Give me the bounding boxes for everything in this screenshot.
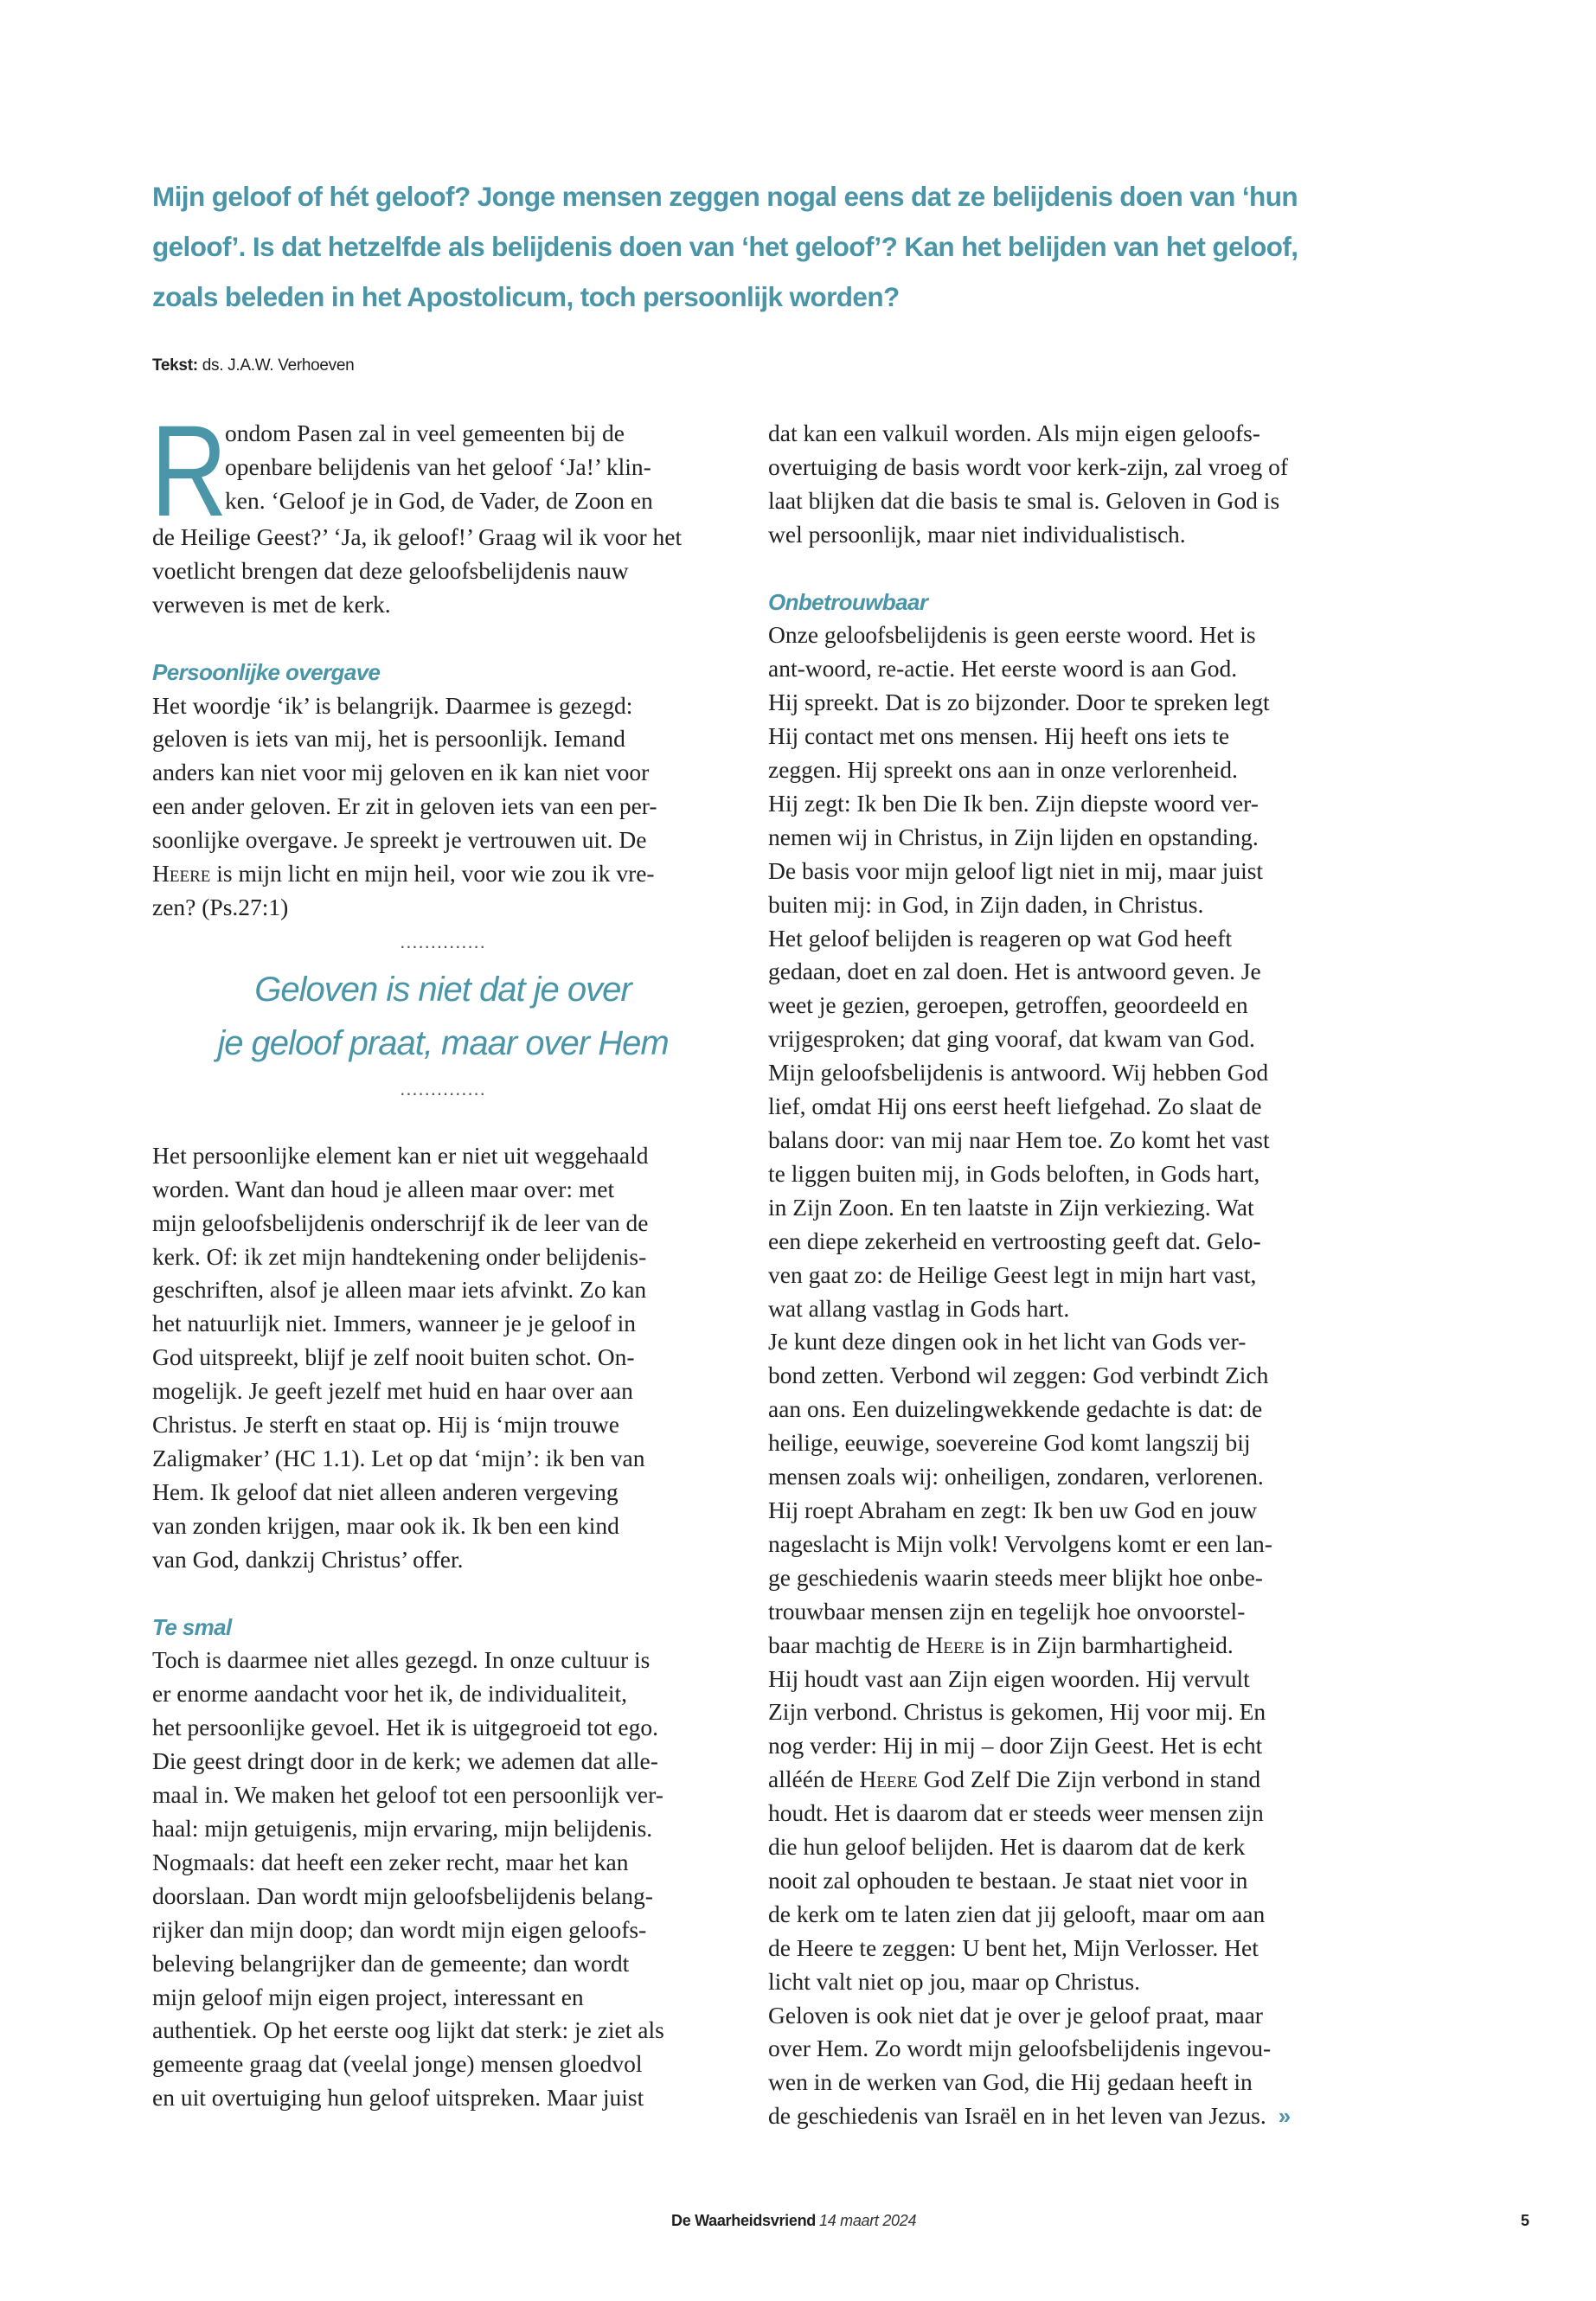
text-line: Zaligmaker’ (HC 1.1). Let op dat ‘mijn’: ik ben van xyxy=(152,1445,645,1472)
text-line: het natuurlijk niet. Immers, wanneer je je geloof in xyxy=(152,1310,636,1337)
text-line: ken. ‘Geloof je in God, de Vader, de Zoon en xyxy=(225,486,653,514)
text-line: Het persoonlijke element kan er niet uit weggehaald xyxy=(152,1141,649,1169)
heere-smallcaps: Heere xyxy=(859,1766,918,1793)
text-line: dat kan een valkuil worden. Als mijn eigen geloofs- xyxy=(768,420,1260,446)
text-line: trouwbaar mensen zijn en tegelijk hoe onvoorstel- xyxy=(768,1597,1246,1625)
text-fragment: de geschiedenis van Israël en in het leven van Jezus. xyxy=(768,2102,1266,2130)
byline-label: Tekst: xyxy=(152,356,198,375)
lead-line: Mijn geloof of hét geloof? Jonge mensen zeggen nogal eens dat ze belijdenis doen van ‘hun xyxy=(152,181,1298,212)
section-heading-te-smal: Te smal xyxy=(152,1613,232,1640)
text-line: te liggen buiten mij, in Gods beloften, in Gods hart, xyxy=(768,1159,1260,1187)
text-line: die hun geloof belijden. Het is daarom dat de kerk xyxy=(768,1833,1246,1861)
text-line: Onze geloofsbelijdenis is geen eerste woord. Het is xyxy=(768,621,1256,649)
text-line: nog verder: Hij in mij – door Zijn Geest. Het is echt xyxy=(768,1732,1263,1759)
text-line xyxy=(768,1763,1349,1797)
section-paragraph xyxy=(768,619,1349,2133)
text-line: van God, dankzij Christus’ offer. xyxy=(152,1545,464,1573)
text-line: het persoonlijke gevoel. Het ik is uitgegroeid tot ego. xyxy=(152,1714,659,1741)
text-line: voetlicht brengen dat deze geloofsbelijdenis nauw xyxy=(152,556,629,584)
text-line: rijker dan mijn doop; dan wordt mijn eigen geloofs- xyxy=(152,1915,647,1943)
text-line: Toch is daarmee niet alles gezegd. In onze cultuur is xyxy=(152,1646,651,1674)
pull-quote-line: Geloven is niet dat je over xyxy=(254,970,631,1009)
left-column xyxy=(151,398,734,2115)
heere-smallcaps: Heere xyxy=(152,860,211,888)
text-fragment: alléén de xyxy=(768,1766,860,1793)
text-line: nageslacht is Mijn volk! Vervolgens komt er een lan- xyxy=(768,1529,1272,1557)
text-fragment: God Zelf Die Zijn verbond in stand xyxy=(917,1766,1261,1793)
text-line: authentiek. Op het eerste oog lijkt dat sterk: je ziet als xyxy=(152,2016,664,2044)
text-line: Het woordje ‘ik’ is belangrijk. Daarmee is gezegd: xyxy=(152,691,633,719)
section-heading-onbetrouwbaar: Onbetrouwbaar xyxy=(768,588,928,615)
text-line: licht valt niet op jou, maar op Christus. xyxy=(768,1967,1141,1995)
byline-author: ds. J.A.W. Verhoeven xyxy=(202,356,355,375)
text-line: geloven is iets van mij, het is persoonlijk. Iemand xyxy=(152,725,625,753)
text-line: kerk. Of: ik zet mijn handtekening onder belijdenis- xyxy=(152,1242,647,1270)
text-line: verweven is met de kerk. xyxy=(152,590,391,618)
section-paragraph xyxy=(152,689,734,925)
continuation-paragraph xyxy=(768,417,1349,552)
magazine-name: De Waarheidsvriend xyxy=(671,2212,816,2229)
byline xyxy=(152,356,354,375)
text-line: heilige, eeuwige, soevereine God komt langszij bij xyxy=(768,1429,1251,1457)
text-line: aan ons. Een duizelingwekkende gedachte is dat: de xyxy=(768,1395,1263,1423)
text-line: Zijn verbond. Christus is gekomen, Hij voor mij. En xyxy=(768,1698,1266,1726)
text-line: wen in de werken van God, die Hij gedaan heeft in xyxy=(768,2068,1253,2096)
text-line xyxy=(768,1629,1349,1663)
text-line: doorslaan. Dan wordt mijn geloofsbelijdenis belang- xyxy=(152,1881,653,1909)
text-line: Hij contact met ons mensen. Hij heeft ons iets te xyxy=(768,722,1230,750)
text-line: haal: mijn getuigenis, mijn ervaring, mijn belijdenis. xyxy=(152,1814,653,1842)
text-line: er enorme aandacht voor het ik, de individualiteit, xyxy=(152,1680,628,1708)
text-line: vrijgesproken; dat ging vooraf, dat kwam van God. xyxy=(768,1025,1255,1053)
drop-cap: R xyxy=(151,398,228,543)
text-line: Hij roept Abraham en zegt: Ik ben uw God en jouw xyxy=(768,1496,1258,1523)
dotted-divider-top: .............. xyxy=(400,930,486,952)
text-line: balans door: van mij naar Hem toe. Zo komt het vast xyxy=(768,1126,1270,1154)
intro-paragraph xyxy=(151,398,734,622)
section-heading-persoonlijke-overgave: Persoonlijke overgave xyxy=(152,658,381,685)
text-line: buiten mij: in God, in Zijn daden, in Christus. xyxy=(768,890,1204,918)
text-line xyxy=(152,857,734,891)
text-line: God uitspreekt, blijf je zelf nooit buiten schot. On- xyxy=(152,1343,635,1371)
text-line: een ander geloven. Er zit in geloven iets van een per- xyxy=(152,792,657,820)
text-line: Hij spreekt. Dat is zo bijzonder. Door te spreken legt xyxy=(768,689,1270,716)
text-line: maal in. We maken het geloof tot een persoonlijk ver- xyxy=(152,1781,663,1809)
text-line: anders kan niet voor mij geloven en ik kan niet voor xyxy=(152,759,650,786)
text-line: over Hem. Zo wordt mijn geloofsbelijdenis ingevou- xyxy=(768,2035,1272,2062)
text-line: ge geschiedenis waarin steeds meer blijkt hoe onbe- xyxy=(768,1563,1263,1591)
text-line: en uit overtuiging hun geloof uitspreken. Maar juist xyxy=(152,2084,644,2112)
text-line: wel persoonlijk, maar niet individualistisch. xyxy=(768,520,1186,548)
text-line: De basis voor mijn geloof ligt niet in mij, maar juist xyxy=(768,856,1264,884)
text-line: van zonden krijgen, maar ook ik. Ik ben een kind xyxy=(152,1511,619,1539)
text-line: de kerk om te laten zien dat jij gelooft, maar om aan xyxy=(768,1900,1266,1927)
text-line: nemen wij in Christus, in Zijn lijden en opstanding. xyxy=(768,823,1259,850)
text-line xyxy=(768,2099,1349,2133)
text-line: gemeente graag dat (veelal jonge) mensen gloedvol xyxy=(152,2050,643,2078)
text-line: Christus. Je sterft en staat op. Hij is ‘mijn trouwe xyxy=(152,1411,619,1439)
heere-smallcaps: Heere xyxy=(926,1631,984,1658)
text-line: mogelijk. Je geeft jezelf met huid en haar over aan xyxy=(152,1377,633,1405)
text-line: Je kunt deze dingen ook in het licht van Gods ver- xyxy=(768,1328,1247,1356)
text-line: Het geloof belijden is reageren op wat God heeft xyxy=(768,924,1233,952)
text-line: een diepe zekerheid en vertroosting geeft dat. Gelo- xyxy=(768,1227,1261,1254)
page-number: 5 xyxy=(1521,2212,1530,2229)
text-line: de Heere te zeggen: U bent het, Mijn Verlosser. Het xyxy=(768,1933,1259,1961)
pull-quote xyxy=(152,930,734,1099)
text-line: in Zijn Zoon. En ten laatste in Zijn verkiezing. Wat xyxy=(768,1193,1254,1221)
text-line: gedaan, doet en zal doen. Het is antwoord geven. Je xyxy=(768,958,1261,985)
text-line: mijn geloof mijn eigen project, interessant en xyxy=(152,1983,584,2010)
text-line: ven gaat zo: de Heilige Geest legt in mijn hart vast, xyxy=(768,1260,1257,1288)
text-line: wat allang vastlag in Gods hart. xyxy=(768,1294,1070,1322)
issue-date: 14 maart 2024 xyxy=(819,2212,917,2229)
text-line: openbare belijdenis van het geloof ‘Ja!’ klin- xyxy=(225,452,651,480)
pull-quote-text xyxy=(152,963,734,1070)
text-line: Nogmaals: dat heeft een zeker recht, maar het kan xyxy=(152,1848,629,1875)
text-line: worden. Want dan houd je alleen maar over: met xyxy=(152,1175,615,1202)
text-line: ant-woord, re-actie. Het eerste woord is aan God. xyxy=(768,655,1238,683)
text-fragment: is mijn licht en mijn heil, voor wie zou ik vre- xyxy=(210,860,655,888)
text-line: mijn geloofsbelijdenis onderschrijf ik de leer van de xyxy=(152,1208,649,1236)
text-line: weet je gezien, geroepen, getroffen, geoordeeld en xyxy=(768,991,1248,1019)
continue-arrow-icon: » xyxy=(1278,2103,1292,2130)
dotted-divider-bottom: .............. xyxy=(400,1077,486,1099)
text-line: Hij zegt: Ik ben Die Ik ben. Zijn diepste woord ver- xyxy=(768,789,1259,817)
text-line: Die geest dringt door in de kerk; we ademen dat alle- xyxy=(152,1747,658,1775)
text-line: Hem. Ik geloof dat niet alleen anderen vergeving xyxy=(152,1477,619,1505)
text-fragment: baar machtig de xyxy=(768,1631,926,1658)
text-line: houdt. Het is daarom dat er steeds weer mensen zijn xyxy=(768,1799,1264,1827)
text-line: bond zetten. Verbond wil zeggen: God verbindt Zich xyxy=(768,1362,1269,1389)
text-line: Mijn geloofsbelijdenis is antwoord. Wij hebben God xyxy=(768,1059,1269,1086)
text-fragment: is in Zijn barmhartigheid. xyxy=(984,1631,1234,1658)
lead-line: geloof’. Is dat hetzelfde als belijdenis doen van ‘het geloof’? Kan het belijden van het geloof, xyxy=(152,231,1298,262)
text-line: ondom Pasen zal in veel gemeenten bij de xyxy=(225,420,625,446)
text-line: laat blijken dat die basis te smal is. Geloven in God is xyxy=(768,486,1280,514)
lead-intro xyxy=(152,171,1363,322)
text-line: mensen zoals wij: onheiligen, zondaren, verlorenen. xyxy=(768,1463,1264,1490)
text-line: Hij houdt vast aan Zijn eigen woorden. Hij vervult xyxy=(768,1664,1250,1692)
pull-quote-line: je geloof praat, maar over Hem xyxy=(217,1023,669,1062)
text-line: lief, omdat Hij ons eerst heeft liefgehad. Zo slaat de xyxy=(768,1093,1262,1120)
text-line: Geloven is ook niet dat je over je geloof praat, maar xyxy=(768,2001,1263,2029)
section-paragraph xyxy=(152,1139,734,1577)
section-paragraph xyxy=(152,1644,734,2115)
text-line: nooit zal ophouden te bestaan. Je staat niet voor in xyxy=(768,1866,1248,1894)
text-line: zen? (Ps.27:1) xyxy=(152,893,289,920)
footer-publication xyxy=(671,2212,916,2230)
right-column xyxy=(768,417,1349,2133)
text-line: overtuiging de basis wordt voor kerk-zijn, zal vroeg of xyxy=(768,452,1289,480)
text-line: geschriften, alsof je alleen maar iets afvinkt. Zo kan xyxy=(152,1276,647,1304)
text-line: beleving belangrijker dan de gemeente; dan wordt xyxy=(152,1949,630,1977)
text-line: de Heilige Geest?’ ‘Ja, ik geloof!’ Graag wil ik voor het xyxy=(152,523,683,550)
text-line: soonlijke overgave. Je spreekt je vertrouwen uit. De xyxy=(152,826,647,854)
lead-line: zoals beleden in het Apostolicum, toch persoonlijk worden? xyxy=(152,281,900,312)
text-line: zeggen. Hij spreekt ons aan in onze verlorenheid. xyxy=(768,756,1238,784)
